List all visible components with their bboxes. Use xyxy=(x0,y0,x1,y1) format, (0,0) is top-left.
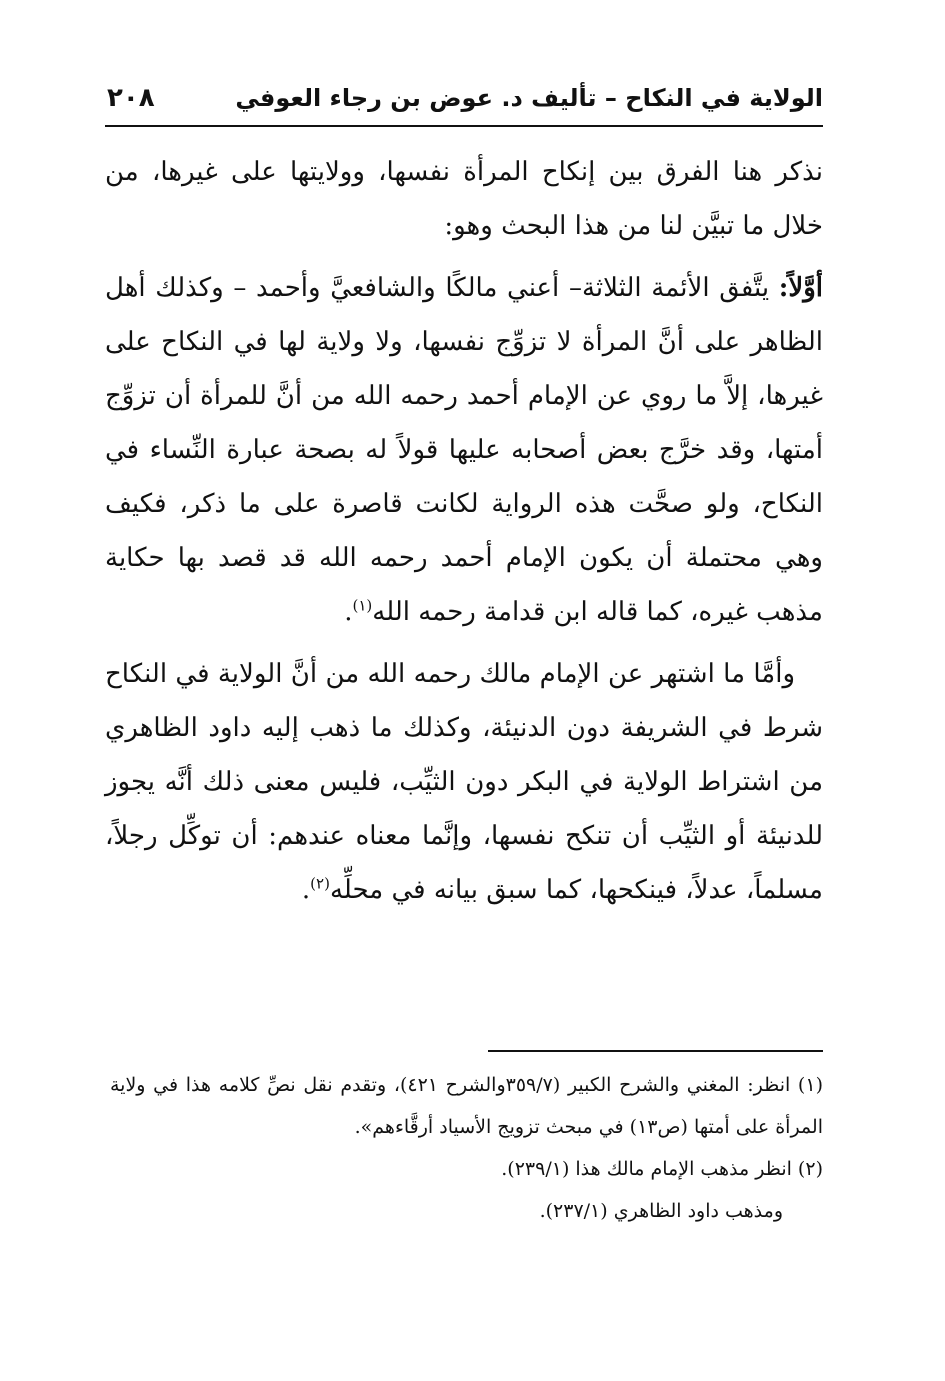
footnote-1: (١) انظر: المغني والشرح الكبير (٣٥٩/٧والشرح ٤٢١)، وتقدم نقل نصِّ كلامه هذا في ولاية المرأة على أمتها (ص١٣) في مبحث تزويج الأسياد أرقَّاءهم». xyxy=(110,1074,823,1138)
paragraph-malik xyxy=(105,647,823,917)
running-header xyxy=(105,80,823,124)
paragraph-end-mark: . xyxy=(301,875,311,905)
point-lead: أوَّلاً: xyxy=(778,273,823,303)
header-title: الولاية في النكاح – تأليف د. عوض بن رجاء العوفي xyxy=(235,84,823,112)
footnote-ref-1[interactable]: (١) xyxy=(352,596,373,615)
paragraph-first-point-text: يتَّفق الأئمة الثلاثة– أعني مالكًا والشافعيَّ وأحمد – وكذلك أهل الظاهر على أنَّ المرأة لا تزوِّج نفسها، ولا ولاية لها في النكاح على غيرها، إلاَّ ما روي عن الإمام أحمد رحمه الله من أنَّ للمرأة أن تزوِّج أمتها، وقد خرَّج بعض أصحابه عليها قولاً له بصحة عبارة النِّساء في النكاح، ولو صحَّت هذه الرواية لكانت قاصرة على ما ذكر، فكيف وهي محتملة أن يكون الإمام أحمد رحمه الله قد قصد بها حكاية مذهب غيره، كما قاله ابن قدامة رحمه الله xyxy=(105,273,824,627)
footnote-rule xyxy=(488,1050,823,1052)
footnotes xyxy=(110,1064,823,1232)
paragraph-end-mark: . xyxy=(344,597,353,627)
footnote-ref-2[interactable]: (٢) xyxy=(310,874,330,893)
paragraph-first-point xyxy=(105,261,823,639)
page-number: ٢٠٨ xyxy=(107,83,155,113)
footnote-2: (٢) انظر مذهب الإمام مالك هذا (٢٣٩/١). xyxy=(501,1158,823,1180)
paragraph-malik-text: وأمَّا ما اشتهر عن الإمام مالك رحمه الله من أنَّ الولاية في النكاح شرط في الشريفة دون الدنيئة، وكذلك ما ذهب إليه داود الظاهري من اشتراط الولاية في البكر دون الثيِّب، فليس معنى ذلك أنَّه يجوز للدنيئة أو الثيِّب أن تنكح نفسها، وإنَّما معناه عندهم: أن توكِّل رجلاً، مسلماً، عدلاً، فينكحها، كما سبق بيانه في محلِّه xyxy=(105,659,823,905)
body-text xyxy=(105,145,823,917)
footnote-2-continued: ومذهب داود الظاهري (٢٣٧/١). xyxy=(539,1200,783,1222)
header-rule xyxy=(105,125,823,127)
paragraph-intro: نذكر هنا الفرق بين إنكاح المرأة نفسها، وولايتها على غيرها، من خلال ما تبيَّن لنا من هذا البحث وهو: xyxy=(105,157,823,241)
